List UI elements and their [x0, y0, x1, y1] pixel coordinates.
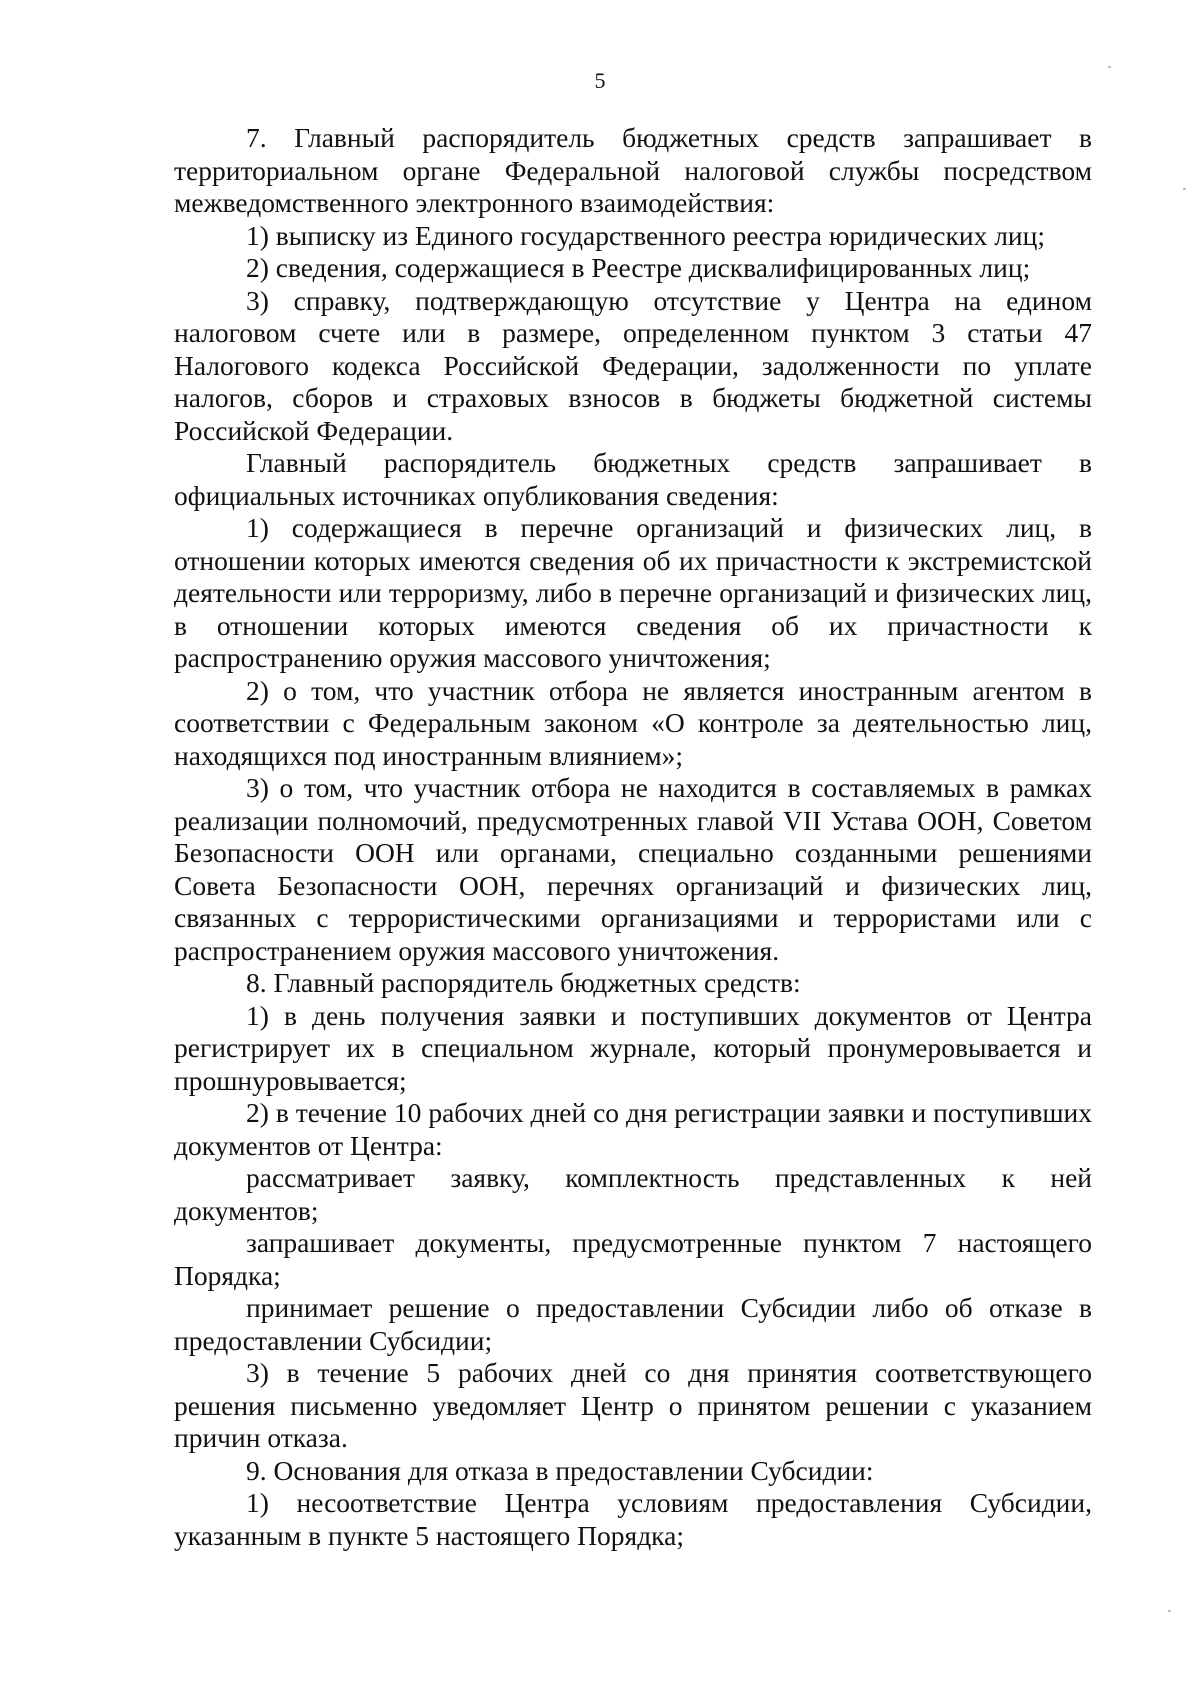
paragraph-8-item-2: 2) в течение 10 рабочих дней со дня регистрации заявки и поступивших документов от Центра:	[174, 1097, 1092, 1161]
scan-speck	[1168, 1610, 1171, 1612]
paragraph-9-item-1: 1) несоответствие Центра условиям предоставления Субсидии, указанным в пункте 5 настоящего Порядка;	[174, 1487, 1092, 1551]
scan-speck	[1108, 66, 1111, 68]
paragraph-9-intro: 9. Основания для отказа в предоставлении Субсидии:	[246, 1454, 874, 1486]
paragraph-7-item-2: 2) сведения, содержащиеся в Реестре дисквалифицированных лиц;	[246, 252, 1031, 283]
paragraph-8-item-3: 3) в течение 5 рабочих дней со дня принятия соответствующего решения письменно уведомляет Центр о принятом решении с указанием причин отказа.	[174, 1357, 1092, 1453]
paragraph-official-sources: Главный распорядитель бюджетных средств запрашивает в официальных источниках опубликования сведения:	[174, 447, 1092, 511]
paragraph-8-subitem-decision: принимает решение о предоставлении Субсидии либо об отказе в предоставлении Субсидии;	[174, 1292, 1092, 1356]
paragraph-sources-item-2: 2) о том, что участник отбора не является иностранным агентом в соответствии с Федеральным законом «О контроле за деятельностью лиц, находящихся под иностранным влиянием»;	[174, 674, 1092, 771]
paragraph-7-item-3: 3) справку, подтверждающую отсутствие у Центра на едином налоговом счете или в размере, определенном пунктом 3 статьи 47 Налогового кодекса Российской Федерации, задолженности по уплате налогов, сборов и страховых взносов в бюджеты бюджетной системы Российской Федерации.	[174, 284, 1092, 446]
paragraph-sources-item-3: 3) о том, что участник отбора не находится в составляемых в рамках реализации полномочий, предусмотренных главой VII Устава ООН, Советом Безопасности ООН или органами, специально созданными решениями Совета Безопасности ООН, перечнях организаций и физических лиц, связанных с террористическими организациями и террористами или с распространением оружия массового уничтожения.	[174, 772, 1092, 966]
scan-speck	[1183, 188, 1186, 190]
paragraph-8-subitem-request: запрашивает документы, предусмотренные пунктом 7 настоящего Порядка;	[174, 1227, 1092, 1291]
paragraph-8-intro: 8. Главный распорядитель бюджетных средств:	[246, 967, 801, 998]
page-number: 5	[594, 68, 606, 93]
paragraph-8-subitem-review: рассматривает заявку, комплектность представленных к ней документов;	[174, 1162, 1092, 1226]
document-body	[174, 122, 1092, 1552]
paragraph-7-intro: 7. Главный распорядитель бюджетных средств запрашивает в территориальном органе Федеральной налоговой службы посредством межведомственного электронного взаимодействия:	[174, 122, 1092, 218]
paragraph-8-item-1: 1) в день получения заявки и поступивших документов от Центра регистрирует их в специальном журнале, который пронумеровывается и прошнуровывается;	[174, 999, 1092, 1096]
paragraph-sources-item-1: 1) содержащиеся в перечне организаций и физических лиц, в отношении которых имеются сведения об их причастности к экстремистской деятельности или терроризму, либо в перечне организаций и физических лиц, в отношении которых имеются сведения об их причастности к распространению оружия массового уничтожения;	[174, 512, 1092, 673]
paragraph-7-item-1: 1) выписку из Единого государственного реестра юридических лиц;	[246, 219, 1046, 251]
